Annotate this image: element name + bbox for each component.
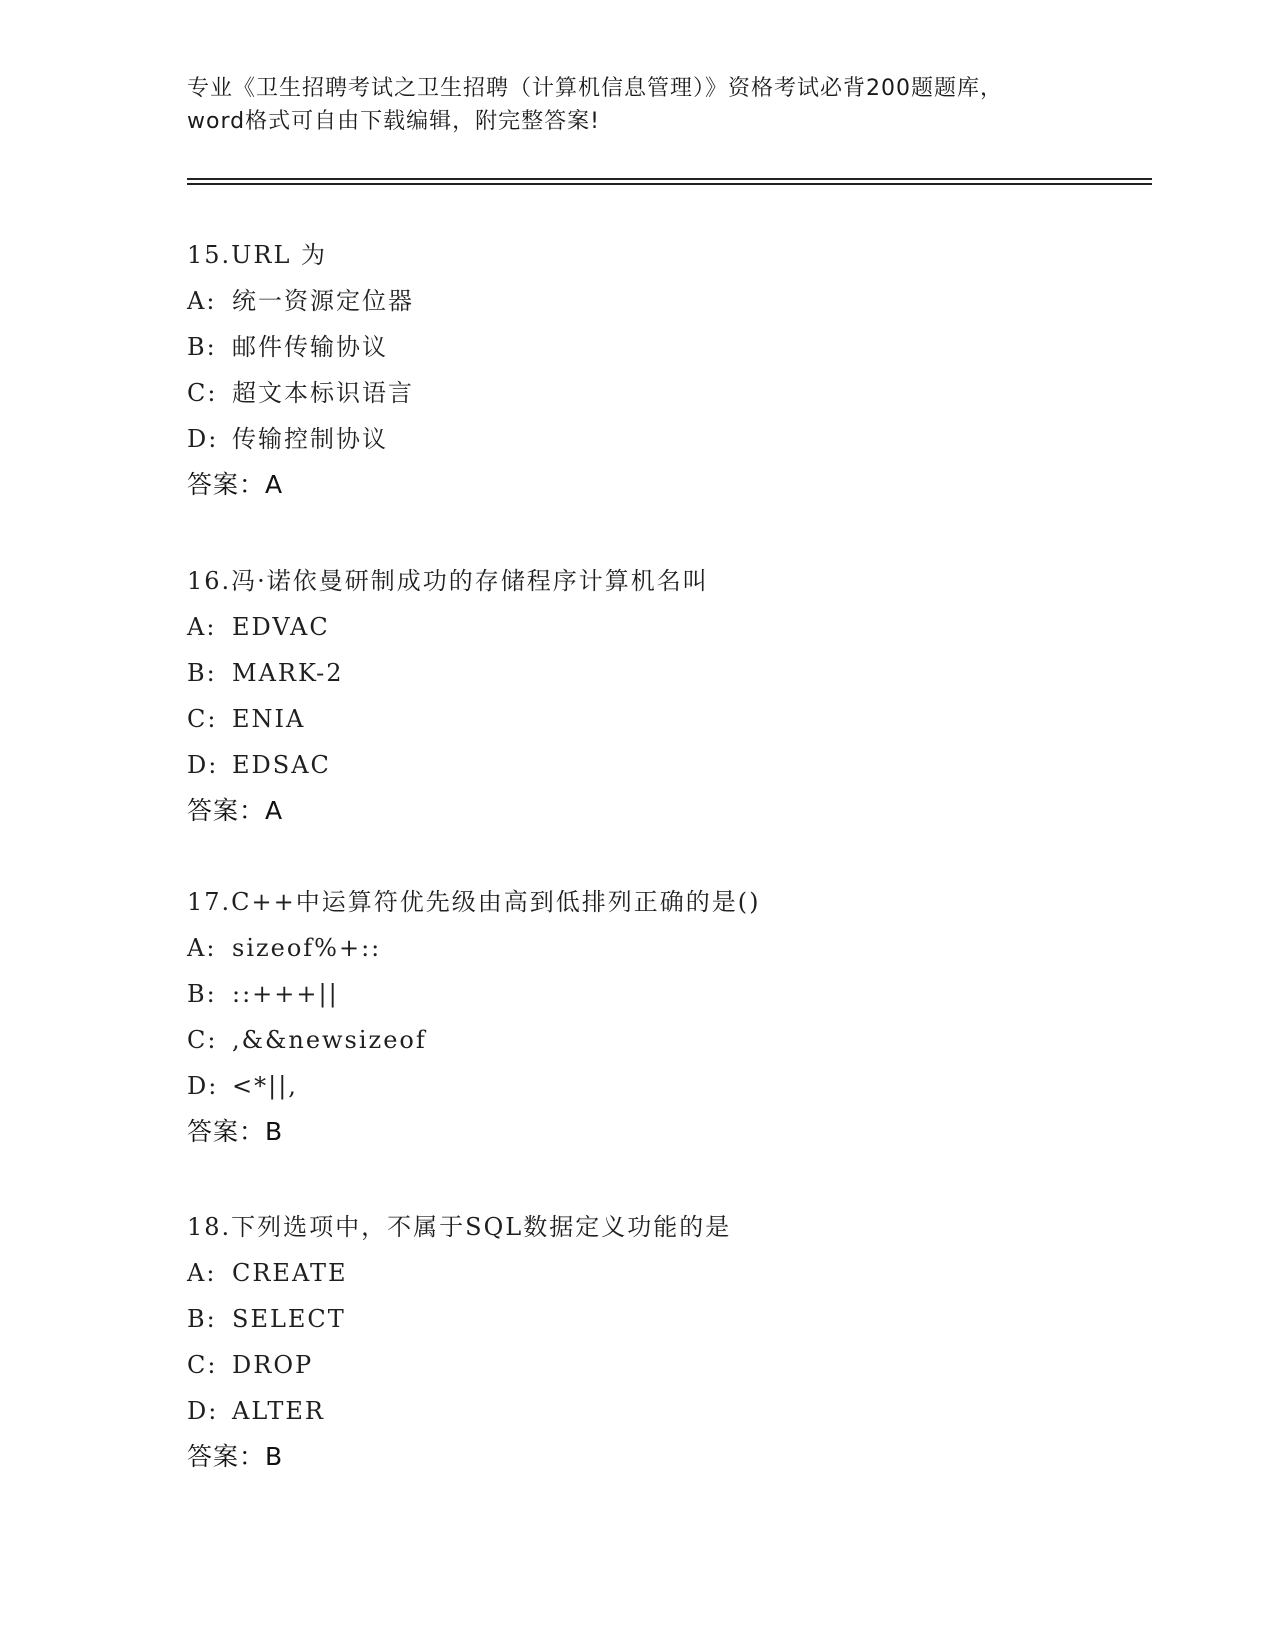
option-label: A: <box>187 1259 217 1287</box>
option-text: 邮件传输协议 <box>232 333 388 361</box>
header-divider-top <box>187 178 1152 180</box>
option-label: C: <box>187 1351 218 1379</box>
option-label: D: <box>187 1072 219 1100</box>
option-d <box>187 1063 1087 1109</box>
option-c <box>187 1342 1087 1388</box>
option-label: A: <box>187 934 217 962</box>
answer-line: 答案：B <box>187 1442 284 1471</box>
option-label: B: <box>187 333 217 361</box>
option-text: MARK-2 <box>232 659 344 687</box>
option-text: sizeof%+:: <box>232 934 382 962</box>
option-label: B: <box>187 980 217 1008</box>
option-text: 传输控制协议 <box>232 425 388 453</box>
option-text: ::+++|| <box>232 980 339 1008</box>
option-c <box>187 370 1087 416</box>
answer-line: 答案：B <box>187 1117 284 1146</box>
option-c <box>187 1017 1087 1063</box>
option-label: A: <box>187 613 217 641</box>
question-16 <box>187 558 1087 834</box>
option-label: C: <box>187 705 218 733</box>
option-a <box>187 925 1087 971</box>
option-text: ,&&newsizeof <box>232 1026 427 1054</box>
option-text: EDVAC <box>232 613 330 641</box>
option-d <box>187 416 1087 462</box>
answer-line: 答案：A <box>187 796 284 825</box>
question-15 <box>187 232 1087 508</box>
option-text: ALTER <box>232 1397 325 1425</box>
option-text: SELECT <box>232 1305 346 1333</box>
option-b <box>187 324 1087 370</box>
option-text: ENIA <box>232 705 306 733</box>
option-d <box>187 742 1087 788</box>
option-a <box>187 604 1087 650</box>
question-stem: 17.C++中运算符优先级由高到低排列正确的是() <box>187 888 761 916</box>
option-text: CREATE <box>232 1259 348 1287</box>
option-label: C: <box>187 1026 218 1054</box>
question-18 <box>187 1204 1087 1480</box>
option-d <box>187 1388 1087 1434</box>
option-text: 超文本标识语言 <box>232 379 414 407</box>
option-b <box>187 1296 1087 1342</box>
document-header <box>187 72 1087 138</box>
header-line-2: word格式可自由下载编辑，附完整答案! <box>187 109 600 134</box>
option-text: EDSAC <box>232 751 331 779</box>
option-b <box>187 650 1087 696</box>
question-17 <box>187 879 1087 1155</box>
option-label: D: <box>187 1397 219 1425</box>
option-text: DROP <box>232 1351 314 1379</box>
answer-line: 答案：A <box>187 470 284 499</box>
option-a <box>187 278 1087 324</box>
option-text: 统一资源定位器 <box>232 287 414 315</box>
option-label: D: <box>187 425 219 453</box>
option-label: C: <box>187 379 218 407</box>
question-stem: 18.下列选项中，不属于SQL数据定义功能的是 <box>187 1213 732 1241</box>
option-label: B: <box>187 659 217 687</box>
header-line-1: 专业《卫生招聘考试之卫生招聘（计算机信息管理）》资格考试必背200题题库， <box>187 76 1003 101</box>
option-label: A: <box>187 287 217 315</box>
option-a <box>187 1250 1087 1296</box>
option-c <box>187 696 1087 742</box>
header-divider-bottom <box>187 183 1152 185</box>
option-label: D: <box>187 751 219 779</box>
option-text: <*||, <box>232 1072 298 1100</box>
question-stem: 16.冯·诺依曼研制成功的存储程序计算机名叫 <box>187 567 709 595</box>
question-stem: 15.URL 为 <box>187 241 328 269</box>
option-b <box>187 971 1087 1017</box>
option-label: B: <box>187 1305 217 1333</box>
